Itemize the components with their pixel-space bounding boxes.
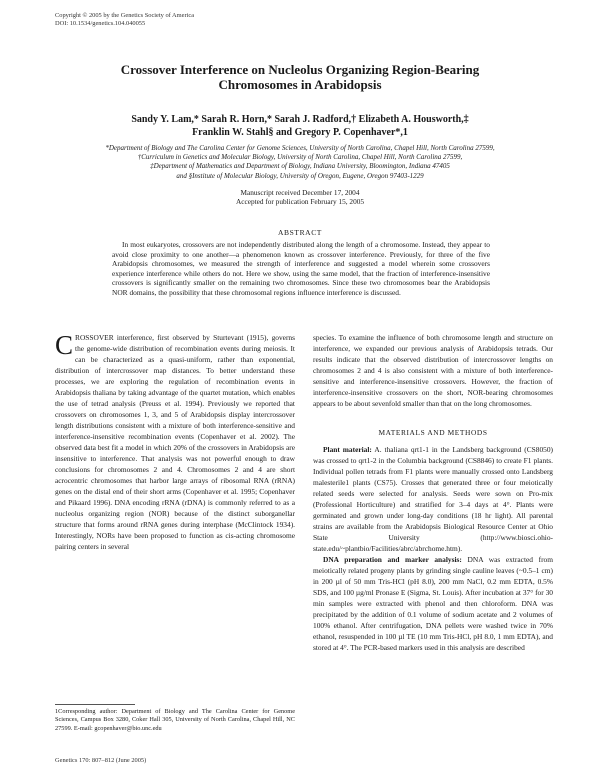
affiliation-4: and §Institute of Molecular Biology, University of Oregon, Eugene, Oregon 97403-1229 xyxy=(176,171,424,180)
dna-prep-text: DNA was extracted from meiotically related progeny plants by grinding single cauline leaves (~0.5–1 cm) in 200 µl of 50 mm Tris-HCl (pH 8.0), 200 mm NaCl, 0.2 mm EDTA, 0.5% SDS, and 100 µg/ml Pronase E (Sigma, St. Louis). After incubation at 37° for 30 min samples were extracted with phenol and then chloroform. DNA was precipitated by the addition of 0.1 volume of sodium acetate and 2 volumes of 100% ethanol. After centrifugation, DNA pellets were washed twice in 70% ethanol, resuspended in 100 µl TE (10 mm Tris-HCl, pH 8.0, 1 mm EDTA), and stored at 4°. The PCR-based markers used in this analysis are described xyxy=(313,555,553,652)
dna-prep-paragraph xyxy=(313,554,553,653)
received-date: Manuscript received December 17, 2004 xyxy=(240,188,360,197)
drop-cap: C xyxy=(55,330,74,360)
introduction-continued: species. To examine the influence of both chromosome length and structure on interference, we expanded our previous analysis of Arabidopsis tetrads. Our results indicate that the observed distribution of intercrossover lengths on chromosomes 2 and 4 is also consistent with a mixture of both interference-sensitive and interference-insensitive crossovers. However, the fraction of interference-insensitive crossovers on the short, NOR-bearing chromosomes appears to be about sevenfold smaller than that on the long chromosomes. xyxy=(313,333,553,408)
affiliation-2: †Curriculum in Genetics and Molecular Biology, University of North Carolina, Chapel Hill, North Carolina 27599, xyxy=(137,153,463,162)
copyright-line: Copyright © 2005 by the Genetics Society of America xyxy=(55,12,195,19)
affiliation-1: *Department of Biology and The Carolina Center for Genome Sciences, University of North Carolina, Chapel Hill, North Carolina 27599, xyxy=(105,144,495,152)
title-line-2: Chromosomes in Arabidopsis xyxy=(218,77,382,92)
introduction-paragraph xyxy=(55,332,295,552)
title-line-1: Crossover Interference on Nucleolus Organizing Region-Bearing xyxy=(120,62,480,77)
corresponding-author-footnote: 1Corresponding author: Department of Biology and The Carolina Center for Genome Sciences, Campus Box 3280, Coker Hall 305, University of North Carolina, Chapel Hill, NC 27599. E-mail: gcopenhaver@bio.unc.edu xyxy=(55,708,295,732)
manuscript-dates xyxy=(40,188,560,206)
plant-material-paragraph xyxy=(313,444,553,554)
abstract-text: In most eukaryotes, crossovers are not independently distributed along the length of a chromosome. Instead, they appear to avoid close proximity to one another—a phenomenon known as crossover interference. Previously, for three of the five Arabidopsis chromosomes, we measured the strength of interference and suggested a model wherein some crossovers experience interference while others do not. Here we show, using the same model, that the fraction of interference-insensitive crossovers is significantly smaller on the remaining two chromosomes. Since these two chromosomes bear the Arabidopsis NOR domains, the possibility that these chromosomal regions influence interference is discussed. xyxy=(112,240,490,297)
abstract-heading: ABSTRACT xyxy=(278,228,322,237)
footnote-rule xyxy=(55,704,135,705)
dna-prep-label: DNA preparation and marker analysis: xyxy=(323,555,462,564)
accepted-date: Accepted for publication February 15, 2005 xyxy=(235,197,365,207)
introduction-text: ROSSOVER interference, first observed by Sturtevant (1915), governs the genome-wide distribution of recombination events during meiosis. It can be characterized as a quasi-uniform, rather than exponential, distribution of intercrossover map distances. To better understand these processes, we are exploring the regulation of recombination events in Arabidopsis thaliana by taking advantage of the quartet mutation, which enables the use of tetrad analysis (Preuss et al. 1994). Previously we reported that crossovers on chromosomes 1, 3, and 5 of Arabidopsis display intercrossover length distributions consistent with a mixture of both interference-sensitive and interference-insensitive recombination events (Copenhaver et al. 2002). The observed data best fit a model in which 20% of the crossovers in Arabidopsis are insensitive to interference. That analysis was not powerful enough to draw conclusions for chromosomes 2 and 4. Chromosomes 2 and 4 are short acrocentric chromosomes that harbor large arrays of ribosomal RNA (rRNA) genes on the distal end of their short arms (Copenhaver et al. 1995; Copenhaver and Pikaard 1996). DNA encoding rRNA (rDNA) is commonly referred to as a nucleolus organizing region (NOR) because of the distinct suborganellar structure that forms around rRNA genes during interphase (McClintock 1934). Interestingly, NORs have been proposed to function as cis-acting chromosome pairing centers in several xyxy=(55,333,295,551)
plant-material-text: A. thaliana qrt1-1 in the Landsberg background (CS8050) was crossed to qrt1-2 in the Columbia background (CS8846) to create F1 plants. Individual pollen tetrads from F1 plants were manually crossed onto Landsberg malesterile1 plants (CS75). Crosses that generated three or four meiotically related seeds were selected for analysis. Seeds were sown on Pro-mix (Professional Horticulture) and stratified for 3–4 days at 4°. Plants were germinated and grown under long-day conditions (18 hr light). All parental strains are available from the Arabidopsis Biological Resource Center at Ohio State University (http://www.biosci.ohio-state.edu/~plantbio/Facilities/abrc/abrchome.htm). xyxy=(313,445,553,553)
authors-line-2: Franklin W. Stahl§ and Gregory P. Copenhaver*,1 xyxy=(192,127,408,138)
author-list xyxy=(40,113,560,139)
methods-heading: MATERIALS AND METHODS xyxy=(378,428,488,437)
right-column xyxy=(313,332,553,653)
journal-footer: Genetics 170: 807–812 (June 2005) xyxy=(55,757,147,764)
authors-line-1: Sandy Y. Lam,* Sarah R. Horn,* Sarah J. Radford,† Elizabeth A. Housworth,‡ xyxy=(131,114,469,125)
affiliations xyxy=(50,144,550,181)
doi-line: DOI: 10.1534/genetics.104.040055 xyxy=(55,20,146,27)
article-title xyxy=(40,62,560,92)
plant-material-label: Plant material: xyxy=(323,445,372,454)
copyright-block xyxy=(55,12,194,28)
left-column xyxy=(55,332,295,552)
affiliation-3: ‡Department of Mathematics and Department of Biology, Indiana University, Bloomington, Indiana 47405 xyxy=(150,162,450,171)
